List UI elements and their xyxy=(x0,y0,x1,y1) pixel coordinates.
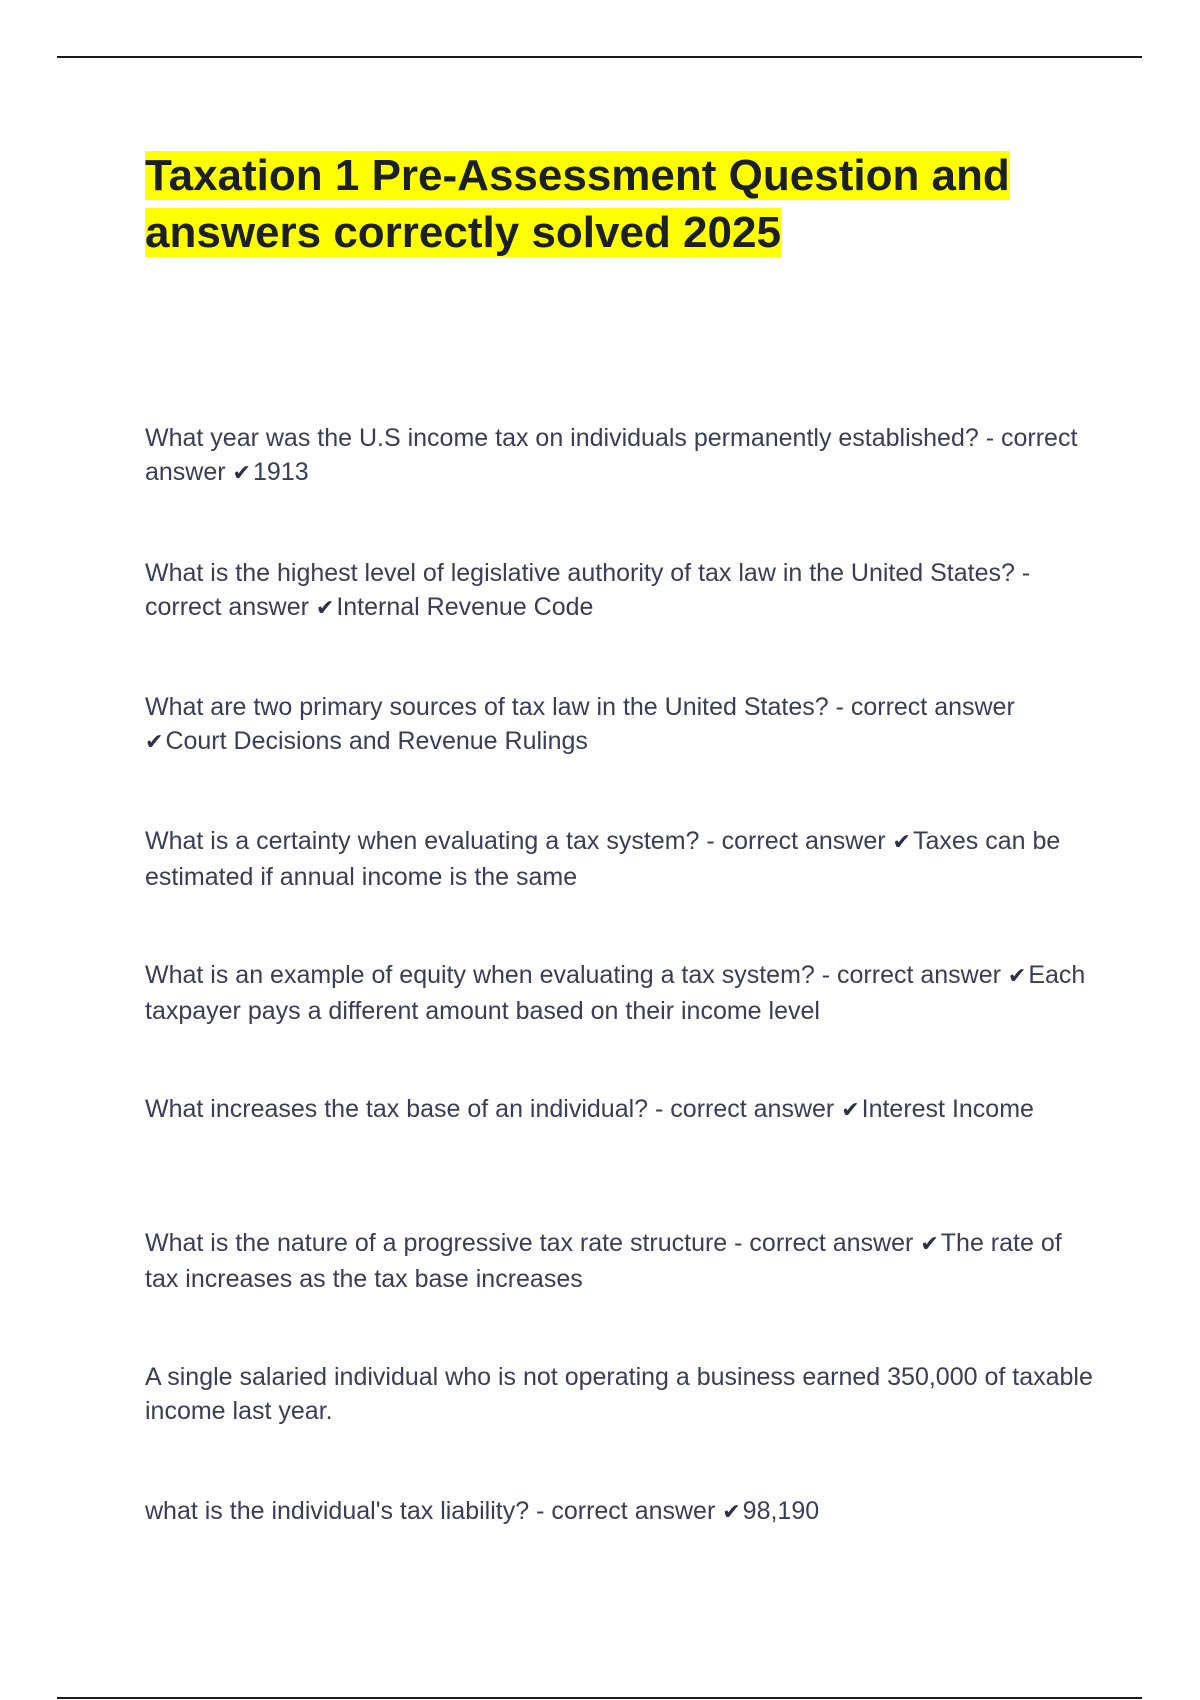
qa-item xyxy=(145,556,1095,626)
qa-item xyxy=(145,421,1095,491)
answer-text: Taxes can be estimated if annual income is the same xyxy=(145,827,1061,891)
check-icon: ✔ xyxy=(315,596,335,621)
qa-item xyxy=(145,1360,1095,1428)
question-text: What is a certainty when evaluating a tax system? - correct answer xyxy=(145,827,893,855)
answer-text: 1913 xyxy=(252,458,309,486)
check-icon: ✔ xyxy=(920,1232,939,1257)
top-rule xyxy=(57,56,1142,58)
answer-text: Court Decisions and Revenue Rulings xyxy=(165,727,588,755)
check-icon: ✔ xyxy=(841,1098,860,1123)
qa-item xyxy=(145,958,1095,1028)
answer-text: The rate of tax increases as the tax base increases xyxy=(145,1229,1062,1293)
qa-item xyxy=(145,690,1095,760)
question-text: What are two primary sources of tax law in the United States? - correct answer xyxy=(145,693,1015,721)
answer-text: Internal Revenue Code xyxy=(336,593,594,621)
question-text: What is the nature of a progressive tax rate structure - correct answer xyxy=(145,1229,921,1257)
document-body xyxy=(145,147,1095,1525)
question-text: What is an example of equity when evaluating a tax system? - correct answer xyxy=(145,961,1008,989)
check-icon: ✔ xyxy=(145,730,164,755)
question-text: A single salaried individual who is not operating a business earned 350,000 of taxable income last year. xyxy=(145,1363,1093,1425)
title-highlight: Taxation 1 Pre-Assessment Question and answers correctly solved 2025 xyxy=(145,151,1010,257)
answer-text: 98,190 xyxy=(742,1497,820,1525)
qa-item xyxy=(145,824,1095,894)
check-icon: ✔ xyxy=(232,461,251,486)
check-icon: ✔ xyxy=(1007,964,1027,989)
document-title xyxy=(145,147,1095,261)
question-text: what is the individual's tax liability? - correct answer xyxy=(145,1497,723,1525)
question-text: What is the highest level of legislative authority of tax law in the United States? - correct answer xyxy=(145,559,1031,621)
answer-text: Interest Income xyxy=(861,1095,1034,1123)
question-text: What year was the U.S income tax on individuals permanently established? - correct answer xyxy=(145,424,1078,486)
check-icon: ✔ xyxy=(722,1500,741,1525)
qa-item xyxy=(145,1092,1095,1128)
bottom-rule xyxy=(57,1697,1142,1699)
question-text: What increases the tax base of an individual? - correct answer xyxy=(145,1095,842,1123)
qa-item xyxy=(145,1494,1095,1530)
check-icon: ✔ xyxy=(892,830,911,855)
qa-item xyxy=(145,1226,1095,1296)
answer-text: Each taxpayer pays a different amount based on their income level xyxy=(145,961,1086,1025)
